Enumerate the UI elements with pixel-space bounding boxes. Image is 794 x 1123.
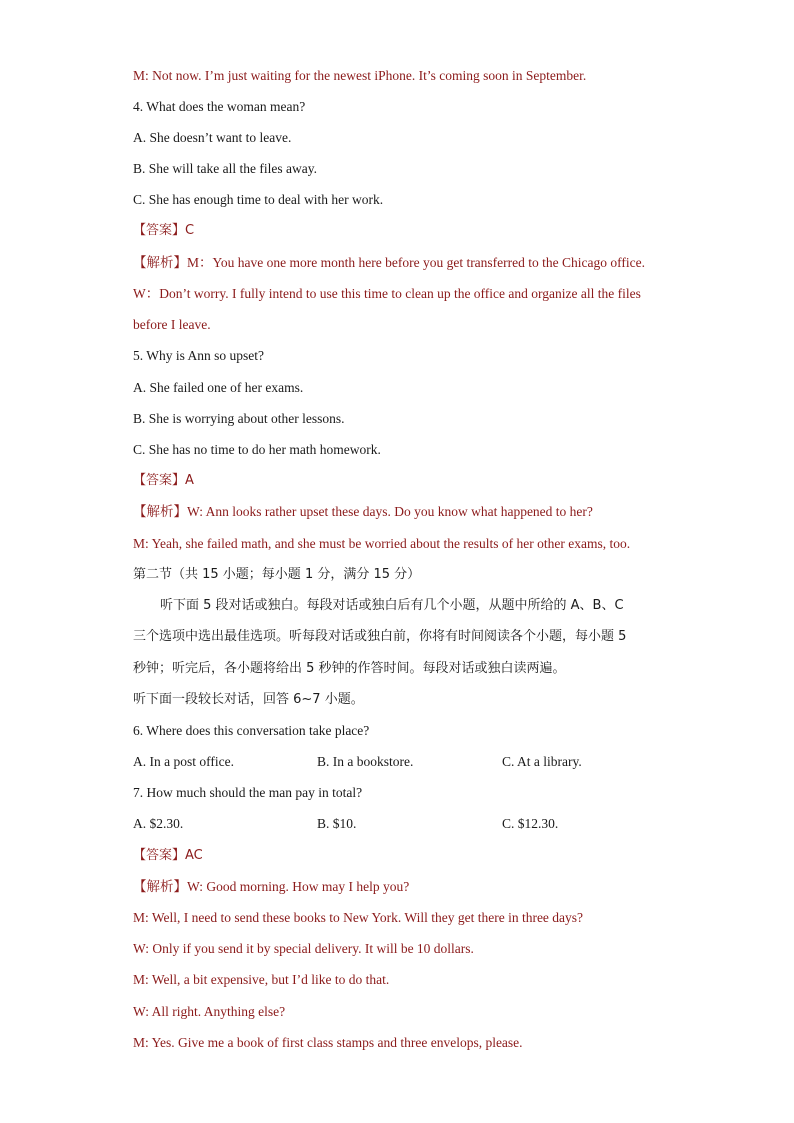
answer-label: 【答案】AC — [133, 848, 203, 863]
dialogue-line: M: Well, a bit expensive, but I’d like to do that. — [133, 972, 390, 987]
q7-option-a: A. $2.30. — [133, 816, 184, 831]
option-b: B. She will take all the files away. — [133, 161, 317, 176]
option-a: A. She doesn’t want to leave. — [133, 130, 292, 145]
question-4: 4. What does the woman mean? — [133, 99, 306, 114]
dialogue-line: M: Well, I need to send these books to New York. Will they get there in three days? — [133, 910, 584, 925]
dialogue-line: W: All right. Anything else? — [133, 1004, 286, 1019]
q7-option-c: C. $12.30. — [502, 816, 559, 831]
analysis-line: M: Yeah, she failed math, and she must be worried about the results of her other exams, too. — [133, 536, 631, 551]
analysis-line: W：Don’t worry. I fully intend to use this time to clean up the office and organize all the files — [133, 286, 641, 301]
instructions-line: 听下面 5 段对话或独白。每段对话或独白后有几个小题，从题中所给的 A、B、C — [160, 598, 624, 613]
analysis-line: 【解析】W: Ann looks rather upset these days. Do you know what happened to her? — [133, 504, 593, 519]
answer-label: 【答案】C — [133, 223, 195, 238]
question-6: 6. Where does this conversation take place? — [133, 723, 370, 738]
question-5: 5. Why is Ann so upset? — [133, 348, 264, 363]
listening-prompt: 听下面一段较长对话，回答 6~7 小题。 — [133, 692, 364, 707]
section-heading: 第二节（共 15 小题；每小题 1 分，满分 15 分） — [133, 567, 421, 582]
option-b: B. She is worrying about other lessons. — [133, 411, 345, 426]
dialogue-line: M: Not now. I’m just waiting for the newest iPhone. It’s coming soon in September. — [133, 68, 587, 83]
option-c: C. She has enough time to deal with her work. — [133, 192, 384, 207]
answer-label: 【答案】A — [133, 473, 194, 488]
option-a: A. She failed one of her exams. — [133, 380, 304, 395]
analysis-line: before I leave. — [133, 317, 211, 332]
q6-option-c: C. At a library. — [502, 754, 582, 769]
dialogue-line: W: Only if you send it by special delivery. It will be 10 dollars. — [133, 941, 474, 956]
q7-option-b: B. $10. — [317, 816, 357, 831]
question-7: 7. How much should the man pay in total? — [133, 785, 363, 800]
option-c: C. She has no time to do her math homework. — [133, 442, 381, 457]
analysis-line: 【解析】M：You have one more month here before you get transferred to the Chicago office. — [133, 255, 645, 270]
analysis-line: 【解析】W: Good morning. How may I help you? — [133, 879, 410, 894]
instructions-line: 三个选项中选出最佳选项。听每段对话或独白前，你将有时间阅读各个小题，每小题 5 — [133, 629, 627, 644]
dialogue-line: M: Yes. Give me a book of first class stamps and three envelops, please. — [133, 1035, 523, 1050]
q6-option-b: B. In a bookstore. — [317, 754, 414, 769]
q6-option-a: A. In a post office. — [133, 754, 234, 769]
instructions-line: 秒钟；听完后，各小题将给出 5 秒钟的作答时间。每段对话或独白读两遍。 — [133, 661, 566, 676]
